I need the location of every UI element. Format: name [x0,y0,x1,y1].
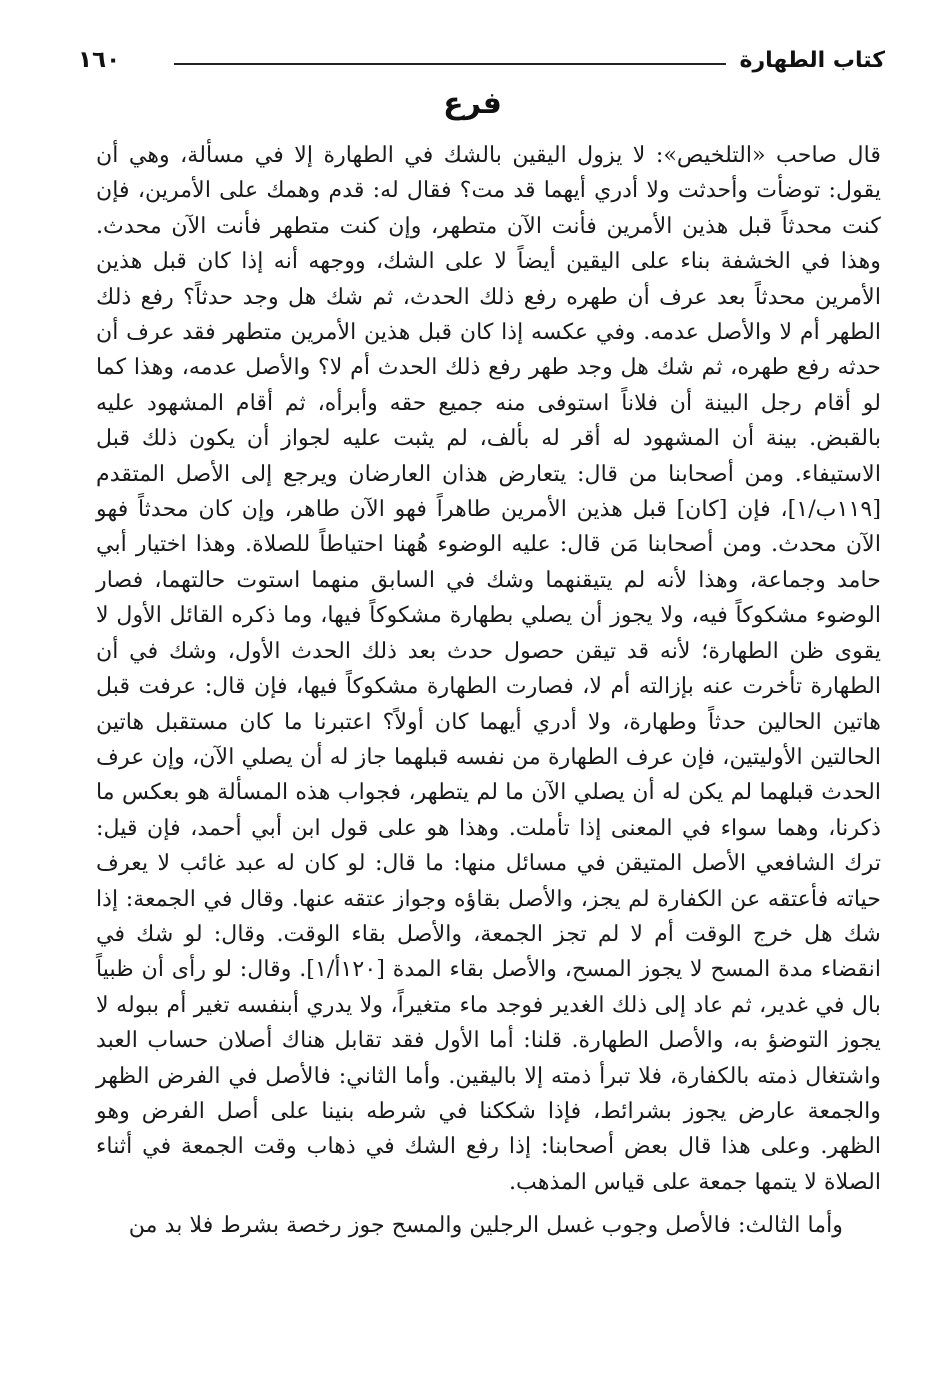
paragraph-1: قال صاحب «التلخيص»: لا يزول اليقين بالشك في الطهارة إلا في مسألة، وهي أن يقول: توضأت وأحدثت ولا أدري أيهما قد مت؟ فقال له: قدم وهمك على الأمرين، فإن كنت محدثاً قبل هذين الأمرين فأنت الآن متطهر، وإن كنت متطهر فأنت الآن محدث. وهذا في الخشفة بناء على اليقين أيضاً لا على الشك، ووجهه أنه إذا كان قبل هذين الأمرين محدثاً بعد عرف أن طهره رفع ذلك الحدث، ثم شك هل وجد حدثاً؟ رفع ذلك الطهر أم لا والأصل عدمه. وفي عكسه إذا كان قبل هذين الأمرين متطهر فقد عرف أن حدثه رفع طهره، ثم شك هل وجد طهر رفع ذلك الحدث أم لا؟ والأصل عدمه، وهذا كما لو أقام رجل البينة أن فلاناً استوفى منه جميع حقه وأبرأه، ثم أقام المشهود عليه بالقبض. بينة أن المشهود له أقر له بألف، لم يثبت عليه لجواز أن يكون ذلك قبل الاستيفاء. ومن أصحابنا من قال: يتعارض هذان العارضان ويرجع إلى الأصل المتقدم [١١٩ب/١]، فإن [كان] قبل هذين الأمرين طاهراً فهو الآن طاهر، وإن كان محدثاً فهو الآن محدث. ومن أصحابنا مَن قال: عليه الوضوء هُهنا احتياطاً للصلاة. وهذا اختيار أبي حامد وجماعة، وهذا لأنه لم يتيقنهما وشك في السابق منهما استوت حالتهما، فصار الوضوء مشكوكاً فيه، ولا يجوز أن يصلي بطهارة مشكوكاً فيها، وما ذكره القائل الأول لا يقوى ظن الطهارة؛ لأنه قد تيقن حصول حدث بعد ذلك الحدث الأول، وشك في أن الطهارة تأخرت عنه بإزالته أم لا، فصارت الطهارة مشكوكاً فيها، فإن قال: عرفت قبل هاتين الحالين حدثاً وطهارة، ولا أدري أيهما كان أولاً؟ اعتبرنا ما كان مستقبل هاتين الحالتين الأوليتين، فإن عرف الطهارة من نفسه قبلهما جاز له أن يصلي الآن، وإن عرف الحدث قبلهما لم يكن له أن يصلي الآن ما لم يتطهر، فجواب هذه المسألة هو بعكس ما ذكرنا، وهما سواء في المعنى إذا تأملت. وهذا هو على قول ابن أبي أحمد، فإن قيل: ترك الشافعي الأصل المتيقن في مسائل منها: ما قال: لو كان له عبد غائب لا يعرف حياته فأعتقه عن الكفارة لم يجز، والأصل بقاؤه وجواز عتقه عنها. وقال في الجمعة: إذا شك هل خرج الوقت أم لا لم تجز الجمعة، والأصل بقاء الوقت. وقال: لو شك في انقضاء مدة المسح لا يجوز المسح، والأصل بقاء المدة [١٢٠أ/١]. وقال: لو رأى أن ظبياً بال في غدير، ثم عاد إلى ذلك الغدير فوجد ماء متغيراً، ولا يدري أبنفسه تغير أم ببوله لا يجوز التوضؤ به، والأصل الطهارة. قلنا: أما الأول فقد تقابل هناك أصلان حساب العبد واشتغال ذمته بالكفارة، فلا تبرأ ذمته إلا باليقين. وأما الثاني: فالأصل في الفرض الظهر والجمعة عارض يجوز بشرائط، فإذا شككنا في شرطه بنينا على أصل الفرض وهو الظهر. وعلى هذا قال بعض أصحابنا: إذا رفع الشك في ذهاب وقت الجمعة في أثناء الصلاة لا يتمها جمعة على قياس المذهب. [96,142,882,1195]
page-number: ١٦٠ [78,47,121,73]
paragraph-2: وأما الثالث: فالأصل وجوب غسل الرجلين والمسح جوز رخصة بشرط فلا بد من [128,1212,843,1239]
header-rule [174,63,726,65]
page-header [60,40,885,80]
book-title: كتاب الطهارة [739,47,885,73]
body-text [96,138,881,1244]
section-title: فرع [443,86,502,121]
